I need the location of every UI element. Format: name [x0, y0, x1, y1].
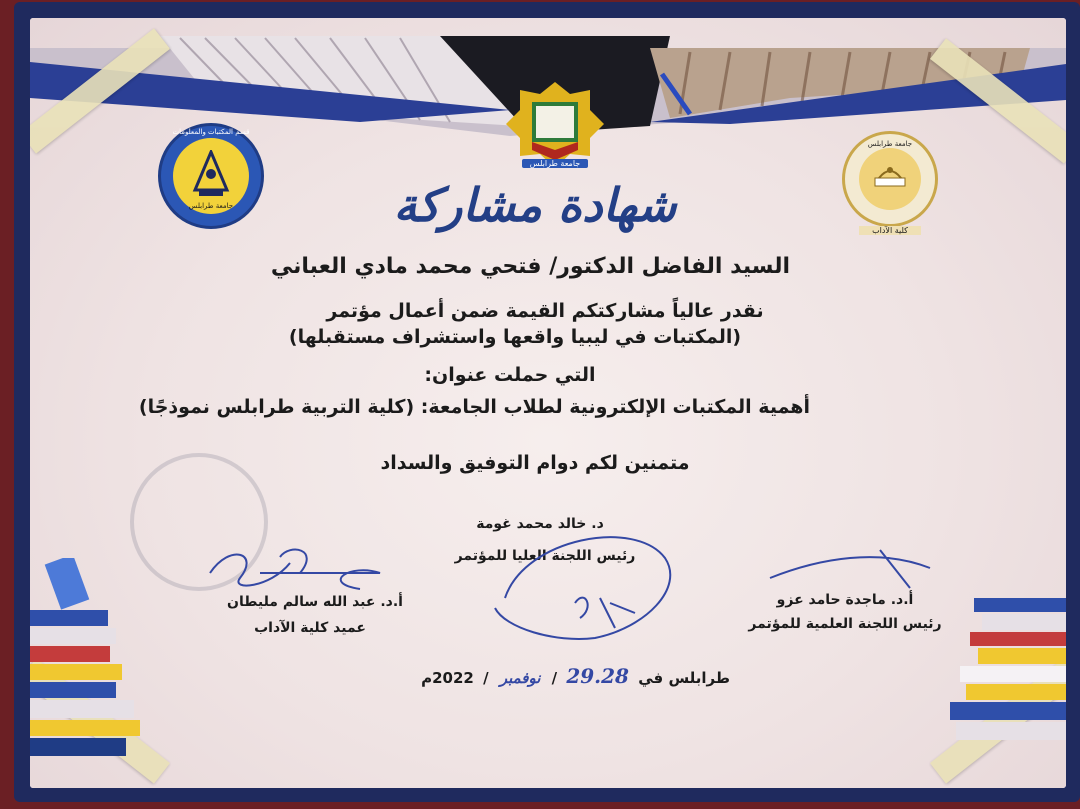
- university-emblem-label: جامعة طرابلس: [522, 159, 588, 168]
- university-emblem: [502, 80, 608, 172]
- right-signatory-role: رئيس اللجنة العلمية للمؤتمر: [748, 616, 942, 632]
- certificate-title: شهادة مشاركة: [393, 178, 677, 232]
- paper-title: أهمية المكتبات الإلكترونية لطلاب الجامعة: (كلية التربية طرابلس نموذجًا): [138, 396, 810, 418]
- faculty-logo-text: جامعة طرابلس: [867, 140, 913, 148]
- center-signatory-name: د. خالد محمد غومة: [476, 516, 604, 532]
- right-signature: [760, 538, 940, 598]
- appreciation-line: نقدر عالياً مشاركتكم القيمة ضمن أعمال مؤتمر: [326, 300, 764, 322]
- date-separator-2: /: [483, 669, 489, 687]
- right-signatory-name: أ.د. ماجدة حامد عزو: [776, 592, 914, 608]
- center-signatory-role: رئيس اللجنة العليا للمؤتمر: [454, 548, 636, 564]
- left-signatory-role: عميد كلية الآداب: [254, 620, 366, 636]
- date-days: 29.28: [566, 664, 629, 688]
- date-year: 2022م: [421, 669, 474, 687]
- date-prefix: طرابلس في: [638, 669, 730, 687]
- left-signatory-name: أ.د. عبد الله سالم مليطان: [227, 594, 403, 610]
- date-separator-1: /: [551, 669, 558, 687]
- books-right-decoration: [950, 598, 1066, 758]
- conference-name: (المكتبات في ليبيا واقعها واستشراف مستقبلها): [288, 326, 742, 348]
- recipient-line: السيد الفاضل الدكتور/ فتحي محمد مادي العباني: [270, 254, 790, 279]
- department-logo-text: قسم المكتبات والمعلومات: [172, 128, 250, 136]
- department-logo-sub: جامعة طرابلس: [188, 202, 234, 210]
- left-signature: [200, 533, 390, 603]
- books-left-decoration: [30, 558, 160, 758]
- department-logo: [158, 123, 264, 229]
- center-signature: [485, 518, 685, 648]
- faculty-logo-sub: كلية الآداب: [859, 226, 921, 235]
- date-line: [410, 664, 730, 694]
- faculty-of-arts-logo: [842, 131, 938, 235]
- paper-intro: التي حملت عنوان:: [424, 364, 596, 386]
- wishes-line: متمنين لكم دوام التوفيق والسداد: [380, 452, 690, 474]
- date-month: نوفمبر: [499, 669, 541, 687]
- certificate-paper: [30, 18, 1066, 788]
